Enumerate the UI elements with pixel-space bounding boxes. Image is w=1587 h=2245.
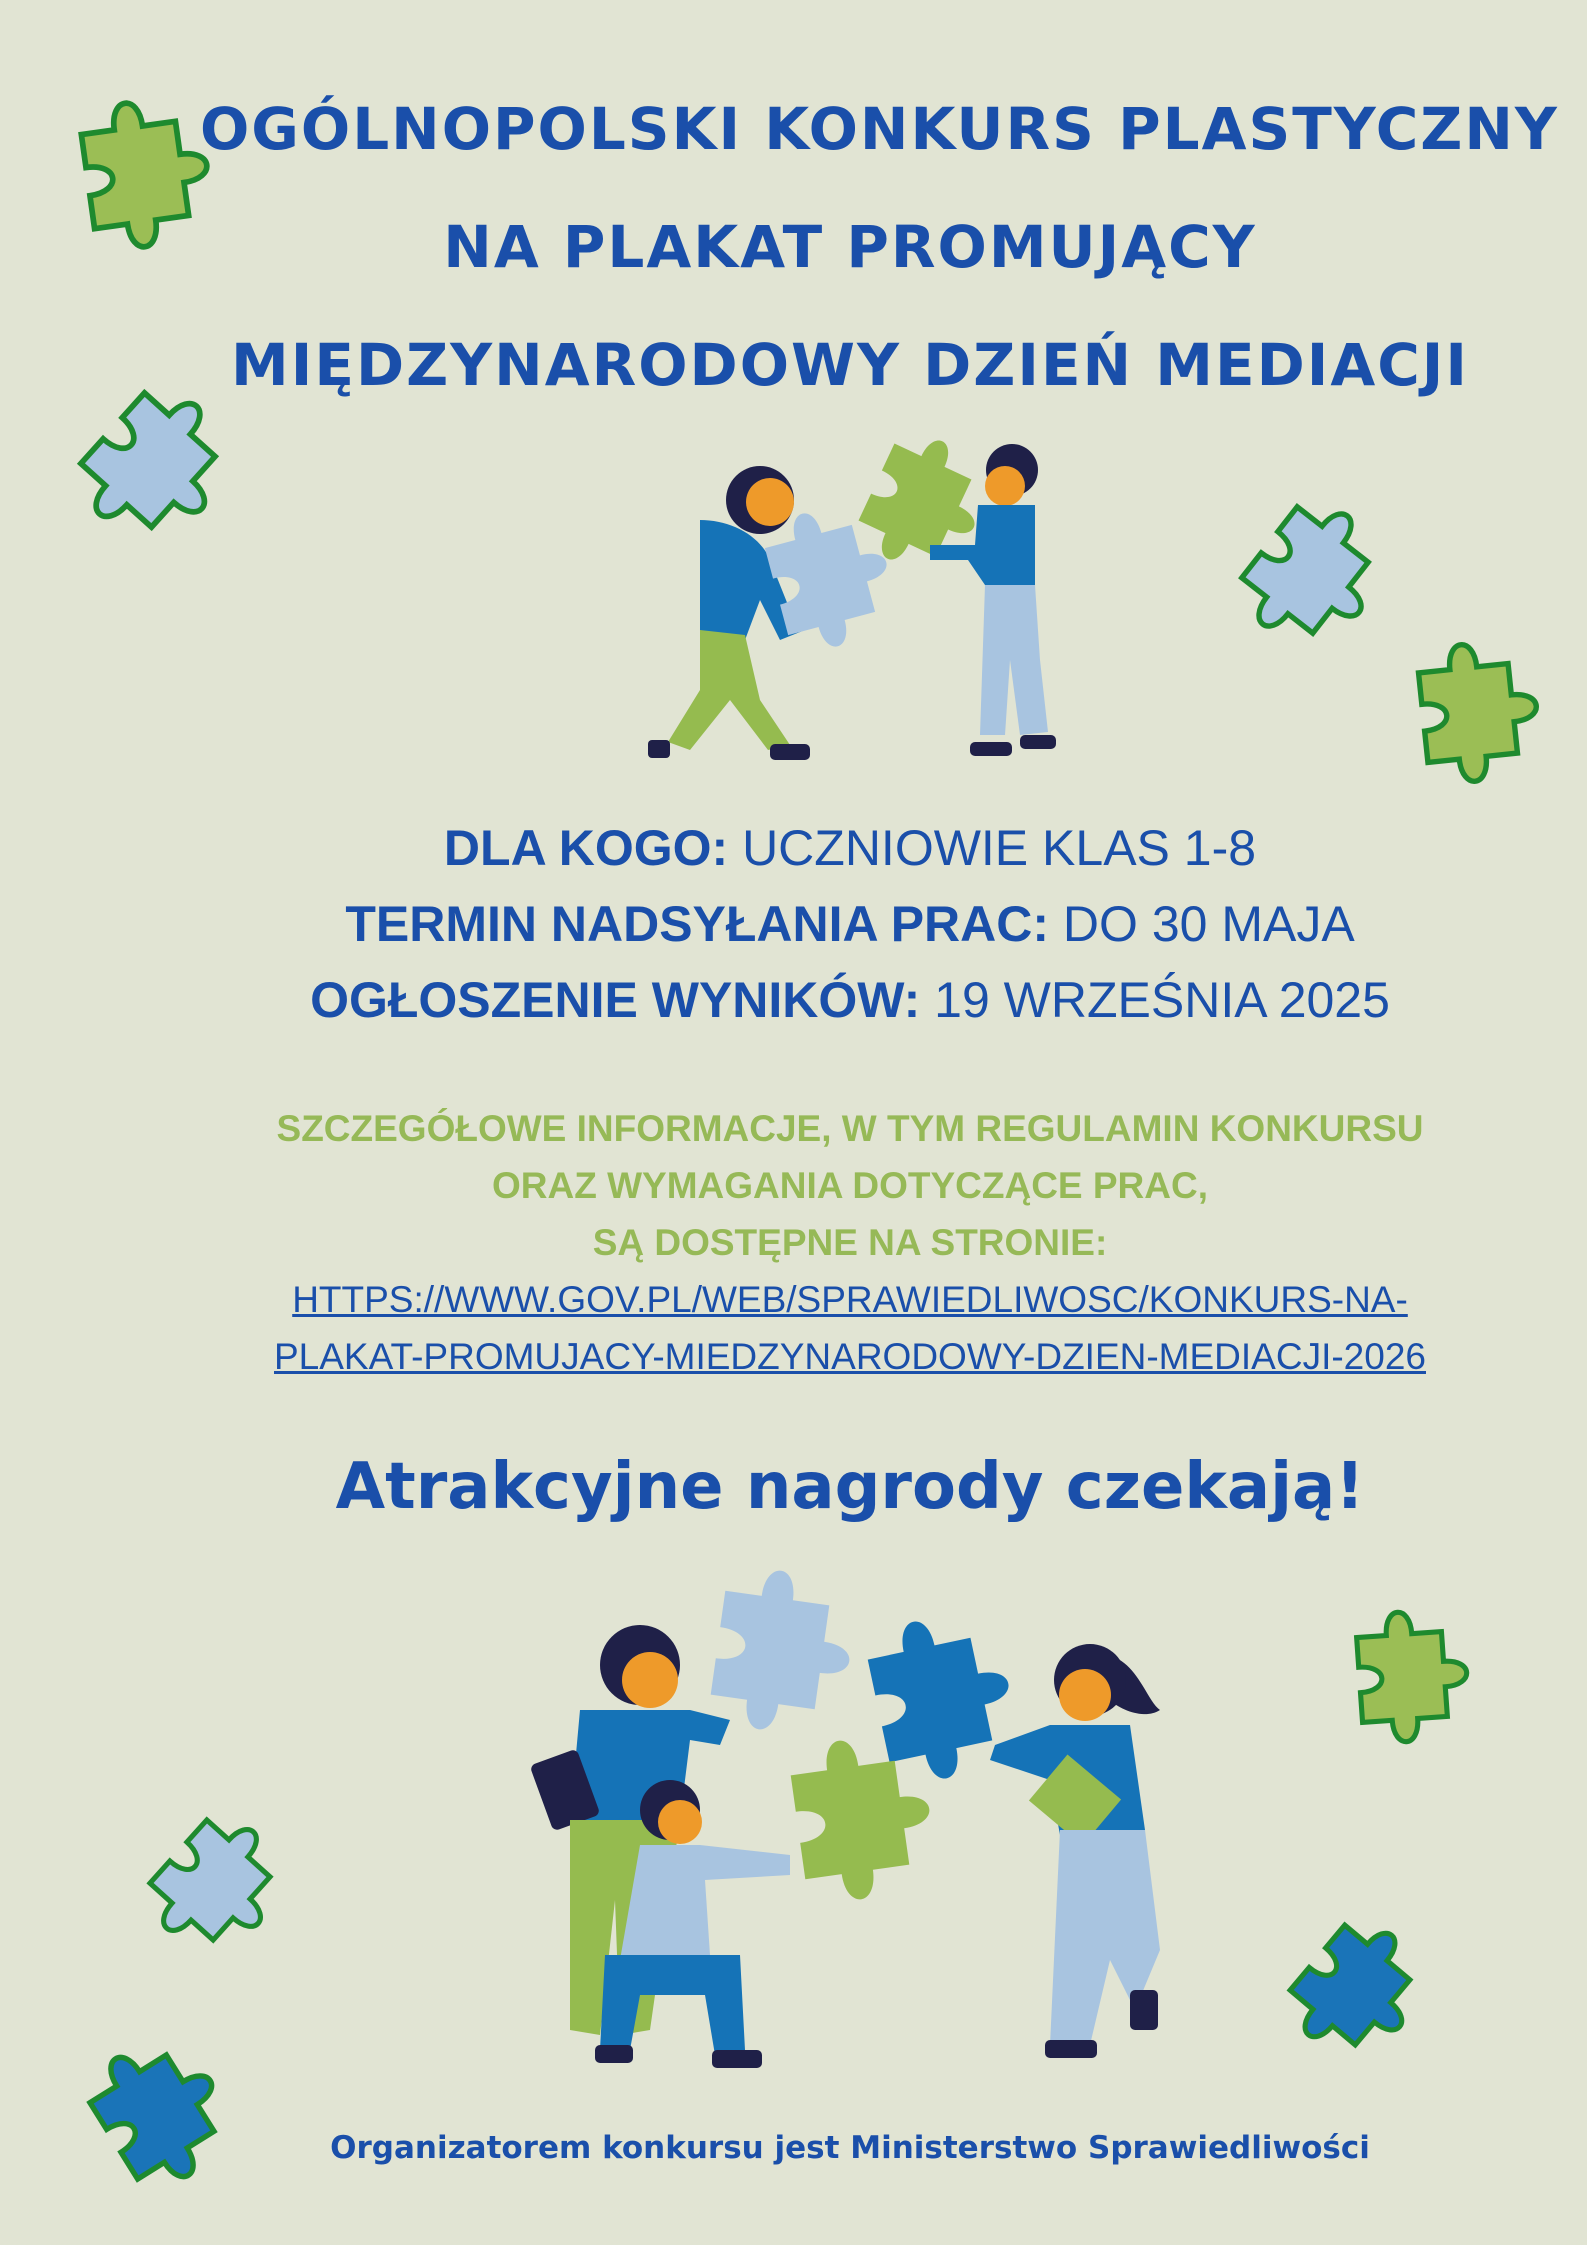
results-label: OGŁOSZENIE WYNIKÓW:: [310, 972, 921, 1028]
prizes-heading: Atrakcyjne nagrody czekają!: [335, 1450, 1365, 1524]
title-line-3: MIĘDZYNARODOWY DZIEŃ MEDIACJI: [231, 331, 1469, 399]
title-line-2: NA PLAKAT PROMUJĄCY: [443, 213, 1257, 281]
contest-info: [100, 810, 1587, 1038]
title-line-1: OGÓLNOPOLSKI KONKURS PLASTYCZNY: [200, 95, 1559, 163]
details-line-3: SĄ DOSTĘPNE NA STRONIE:: [592, 1222, 1108, 1263]
details-line-1: SZCZEGÓŁOWE INFORMACJE, W TYM REGULAMIN KONKURSU: [276, 1108, 1424, 1149]
puzzle-piece-icon: [1416, 638, 1543, 786]
audience-row: [100, 810, 1587, 886]
people-assembling-puzzle-illustration: [648, 423, 1056, 760]
results-row: [100, 962, 1587, 1038]
page-title: [200, 70, 1559, 424]
puzzle-piece-icon: [78, 93, 217, 253]
audience-label: DLA KOGO:: [443, 820, 729, 876]
results-value: 19 WRZEŚNIA 2025: [934, 972, 1390, 1028]
details-section: [150, 1100, 1550, 1385]
puzzle-piece-icon: [1276, 1908, 1442, 2076]
regulations-link-line-2: PLAKAT-PROMUJACY-MIEDZYNARODOWY-DZIEN-MEDIACJI-2026: [274, 1336, 1426, 1377]
audience-value: UCZNIOWIE KLAS 1-8: [742, 820, 1257, 876]
organizer-note: Organizatorem konkursu jest Ministerstwo Sprawiedliwości: [330, 2130, 1370, 2166]
deadline-value: DO 30 MAJA: [1062, 896, 1355, 952]
deadline-label: TERMIN NADSYŁANIA PRAC:: [345, 896, 1050, 952]
puzzle-piece-icon: [135, 1803, 301, 1971]
puzzle-piece-icon: [1355, 1608, 1471, 1745]
regulations-link[interactable]: [150, 1271, 1550, 1385]
details-line-2: ORAZ WYMAGANIA DOTYCZĄCE PRAC,: [492, 1165, 1208, 1206]
regulations-link-line-1: HTTPS://WWW.GOV.PL/WEB/SPRAWIEDLIWOSC/KONKURS-NA-: [292, 1279, 1408, 1320]
puzzle-piece-icon: [77, 2022, 246, 2199]
deadline-row: [100, 886, 1587, 962]
puzzle-piece-icon: [1227, 488, 1401, 666]
team-puzzle-illustration: [530, 1563, 1160, 2068]
